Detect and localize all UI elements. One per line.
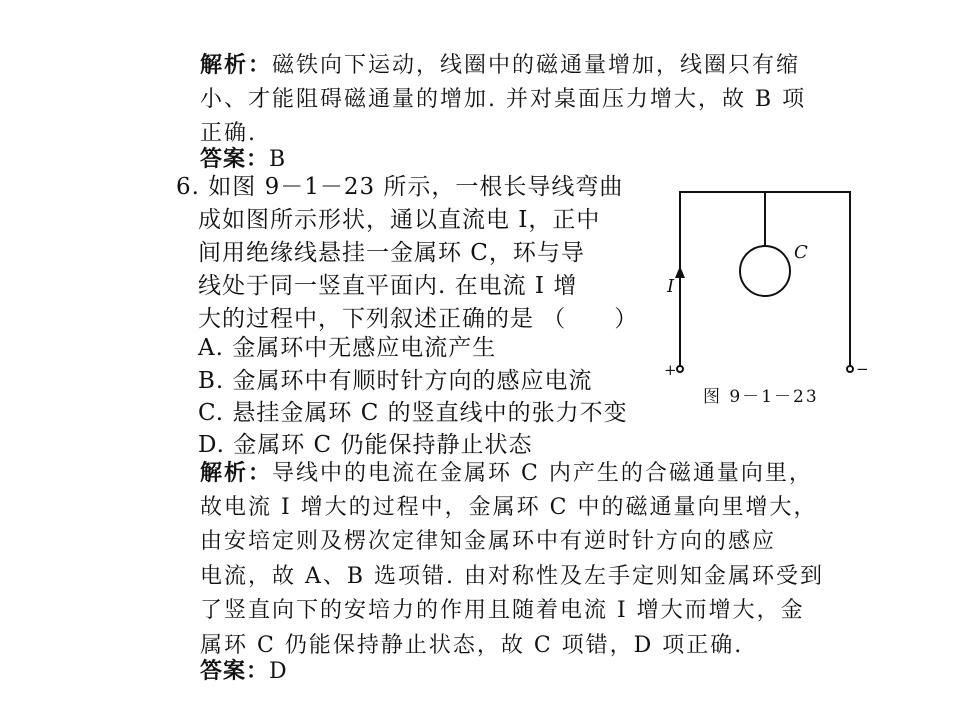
current-label: I — [667, 276, 675, 297]
option-d: D. 金属环 C 仍能保持静止状态 — [198, 432, 533, 458]
option-b: B. 金属环中有顺时针方向的感应电流 — [198, 368, 593, 394]
solution-line-1 — [200, 460, 813, 487]
solution-line-2: 故电流 I 增大的过程中，金属环 C 中的磁通量向里增大， — [200, 495, 818, 520]
answer — [200, 658, 288, 685]
answer-value: D — [269, 659, 288, 684]
answer-label: 答案： — [200, 658, 270, 684]
prev-answer-label: 答案： — [200, 146, 270, 172]
prev-answer — [200, 146, 286, 173]
solution-text: 导线中的电流在金属环 C 内产生的合磁通量向里， — [272, 461, 813, 486]
plus-sign: + — [664, 361, 677, 379]
right-terminal — [847, 366, 853, 372]
prev-solution-line-1 — [200, 52, 800, 79]
solution-line-5: 了竖直向下的安培力的作用且随着电流 I 增大而增大，金 — [200, 598, 805, 623]
solution-line-3: 由安培定则及楞次定律知金属环中有逆时针方向的感应 — [200, 529, 777, 554]
solution-line-6: 属环 C 仍能保持静止状态，故 C 项错，D 项正确. — [200, 633, 744, 658]
minus-sign: − — [856, 360, 869, 378]
prev-solution-line-3: 正确. — [200, 121, 257, 146]
solution-line-4: 电流，故 A、B 选项错. 由对称性及左手定则知金属环受到 — [200, 564, 825, 589]
figure-caption: 图 9－1－23 — [703, 387, 819, 407]
ring-label: C — [794, 242, 808, 263]
question-line-3: 间用绝缘线悬挂一金属环 C，环与导 — [198, 240, 585, 266]
question-line-4: 线处于同一竖直平面内. 在电流 I 增 — [198, 273, 578, 299]
circuit-figure — [655, 180, 875, 410]
current-arrow-icon — [675, 266, 685, 278]
metal-ring — [740, 246, 790, 296]
prev-solution-label: 解析： — [200, 52, 273, 78]
left-terminal — [677, 366, 683, 372]
prev-solution-text: 磁铁向下运动，线圈中的磁通量增加，线圈只有缩 — [272, 53, 801, 78]
prev-solution-line-2: 小、才能阻碍磁通量的增加. 并对桌面压力增大，故 B 项 — [200, 87, 807, 112]
option-c: C. 悬挂金属环 C 的竖直线中的张力不变 — [198, 400, 628, 426]
question-line-5: 大的过程中，下列叙述正确的是 （ ） — [198, 306, 639, 332]
question-line-2: 成如图所示形状，通以直流电 I，正中 — [198, 207, 601, 233]
question-line-1: 6. 如图 9－1－23 所示，一根长导线弯曲 — [176, 174, 624, 200]
prev-answer-value: B — [269, 147, 287, 172]
option-a: A. 金属环中无感应电流产生 — [198, 335, 497, 361]
solution-label: 解析： — [200, 460, 273, 486]
